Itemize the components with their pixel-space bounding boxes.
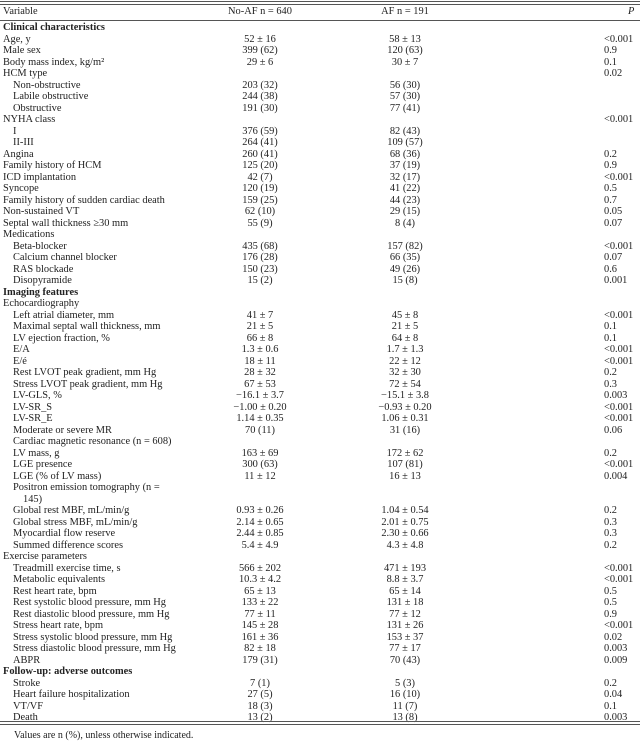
p-value: <0.001 <box>604 413 634 424</box>
af-value: 56 (30) <box>389 79 421 91</box>
table-row <box>0 103 640 115</box>
no-af-value: 260 (41) <box>242 148 278 160</box>
no-af-value: 163 ± 69 <box>241 447 279 459</box>
no-af-value: 2.14 ± 0.65 <box>236 516 284 528</box>
variable-label: Age, y <box>3 33 31 45</box>
no-af-value: 1.3 ± 0.6 <box>241 344 279 355</box>
af-value: 22 ± 12 <box>389 355 421 367</box>
variable-label: Treadmill exercise time, s <box>13 562 121 574</box>
p-value: 0.1 <box>604 321 617 332</box>
af-value: 8.8 ± 3.7 <box>386 574 424 585</box>
table-row <box>0 655 640 667</box>
no-af-value: 191 (30) <box>242 102 278 114</box>
table-row <box>0 68 640 80</box>
table-row <box>0 321 640 333</box>
table-row <box>0 540 640 552</box>
table-row <box>0 264 640 276</box>
af-value: 4.3 ± 4.8 <box>386 539 424 551</box>
variable-label: Rest diastolic blood pressure, mm Hg <box>13 608 170 620</box>
header-rule <box>0 20 640 21</box>
no-af-value: 15 (2) <box>247 275 273 286</box>
no-af-value: 435 (68) <box>242 240 278 252</box>
table-row <box>0 172 640 184</box>
table-row <box>0 137 640 149</box>
p-value: 0.5 <box>604 597 617 608</box>
p-value: 0.2 <box>604 539 617 551</box>
table-row <box>0 57 640 69</box>
p-value: 0.9 <box>604 608 617 620</box>
table-row <box>0 413 640 425</box>
no-af-value: 29 ± 6 <box>246 56 274 68</box>
table-row <box>0 275 640 287</box>
table-row <box>0 620 640 632</box>
af-value: 82 (43) <box>389 125 421 137</box>
variable-label: Death <box>13 712 38 723</box>
variable-label: Beta-blocker <box>13 240 67 252</box>
table-top-rule <box>0 1 640 5</box>
af-value: 120 (63) <box>387 45 423 56</box>
p-value: 0.1 <box>604 56 617 68</box>
af-value: 1.7 ± 1.3 <box>386 344 424 355</box>
no-af-value: 67 ± 53 <box>244 378 276 390</box>
table-header <box>0 6 640 18</box>
variable-label: Angina <box>3 148 34 160</box>
p-value: 0.003 <box>604 643 628 654</box>
table-row <box>0 643 640 655</box>
p-value: 0.003 <box>604 712 628 723</box>
table-row <box>0 459 640 471</box>
p-value: 0.04 <box>604 689 623 700</box>
af-value: 2.30 ± 0.66 <box>381 528 429 539</box>
header-no-af: No-AF n = 640 <box>228 6 292 17</box>
table-row <box>0 126 640 138</box>
no-af-value: −1.00 ± 0.20 <box>233 401 287 413</box>
variable-label: Summed difference scores <box>13 539 124 551</box>
table-row <box>0 632 640 644</box>
p-value: 0.2 <box>604 677 617 689</box>
p-value: 0.02 <box>604 631 623 643</box>
af-value: 49 (26) <box>389 263 421 275</box>
af-value: 109 (57) <box>387 137 423 148</box>
variable-label: Stress diastolic blood pressure, mm Hg <box>13 643 176 654</box>
table-row <box>0 505 640 517</box>
no-af-value: 133 ± 22 <box>241 597 279 608</box>
variable-label: LV-SR_E <box>13 413 53 424</box>
variable-label: Labile obstructive <box>13 91 89 102</box>
variable-label: Stress LVOT peak gradient, mm Hg <box>13 378 163 390</box>
variable-label: Septal wall thickness ≥30 mm <box>3 217 129 229</box>
af-value: 1.04 ± 0.54 <box>381 505 429 516</box>
variable-label: LGE presence <box>13 459 73 470</box>
p-value: 0.2 <box>604 505 617 516</box>
p-value: 0.5 <box>604 585 617 597</box>
variable-label: ABPR <box>13 654 41 666</box>
af-value: 16 ± 13 <box>389 470 421 482</box>
no-af-value: 18 (3) <box>247 700 273 712</box>
variable-label: LV ejection fraction, % <box>13 332 110 344</box>
af-value: 172 ± 62 <box>386 447 424 459</box>
variable-label: Moderate or severe MR <box>13 424 112 436</box>
af-value: 41 (22) <box>389 183 421 194</box>
af-value: 471 ± 193 <box>383 562 427 574</box>
no-af-value: 5.4 ± 4.9 <box>241 539 279 551</box>
af-value: −15.1 ± 3.8 <box>381 390 429 401</box>
no-af-value: 65 ± 13 <box>244 585 276 597</box>
af-value: 44 (23) <box>389 194 421 206</box>
p-value: <0.001 <box>604 240 634 252</box>
af-value: 1.06 ± 0.31 <box>381 413 429 424</box>
variable-label: II-III <box>13 137 34 148</box>
af-value: 37 (19) <box>389 160 421 171</box>
table-row <box>0 206 640 218</box>
p-value: 0.2 <box>604 447 617 459</box>
table-row <box>0 528 640 540</box>
variable-label: Myocardial flow reserve <box>13 528 116 539</box>
table-row <box>0 517 640 529</box>
table-row <box>0 597 640 609</box>
table-row <box>0 471 640 483</box>
af-value: 64 ± 8 <box>391 332 419 344</box>
no-af-value: 7 (1) <box>250 677 270 689</box>
af-value: 13 (8) <box>392 712 418 723</box>
p-value: <0.001 <box>604 562 634 574</box>
p-value: <0.001 <box>604 459 634 470</box>
variable-label: Maximal septal wall thickness, mm <box>13 321 161 332</box>
p-value: 0.003 <box>604 390 628 401</box>
variable-label: Medications <box>3 229 55 240</box>
table-row <box>0 563 640 575</box>
variable-label: Syncope <box>3 183 39 194</box>
header-p: P <box>628 6 635 17</box>
af-value: 157 (82) <box>387 240 423 252</box>
no-af-value: 120 (19) <box>242 183 278 194</box>
no-af-value: 264 (41) <box>242 137 278 148</box>
table-row <box>0 195 640 207</box>
table-row <box>0 678 640 690</box>
table-row <box>0 574 640 586</box>
no-af-value: 244 (38) <box>242 91 278 102</box>
table-row <box>0 379 640 391</box>
variable-label: Calcium channel blocker <box>13 252 117 263</box>
section-heading-row <box>0 287 640 299</box>
no-af-value: 52 ± 16 <box>244 33 276 45</box>
no-af-value: 150 (23) <box>242 263 278 275</box>
af-value: 131 ± 18 <box>386 597 424 608</box>
p-value: <0.001 <box>604 309 634 321</box>
no-af-value: 1.14 ± 0.35 <box>236 413 284 424</box>
af-value: 66 (35) <box>389 252 421 263</box>
no-af-value: 27 (5) <box>247 689 273 700</box>
p-value: 0.9 <box>604 45 617 56</box>
no-af-value: 179 (31) <box>242 654 278 666</box>
table-row <box>0 436 640 448</box>
variable-label: Heart failure hospitalization <box>13 689 130 700</box>
variable-label: Positron emission tomography (n = <box>13 482 160 493</box>
table-row <box>0 356 640 368</box>
variable-label: Global stress MBF, mL/min/g <box>13 516 138 528</box>
af-value: 153 ± 37 <box>386 631 424 643</box>
variable-label: Metabolic equivalents <box>13 574 106 585</box>
p-value: <0.001 <box>604 114 634 125</box>
no-af-value: 2.44 ± 0.85 <box>236 528 284 539</box>
p-value: 0.9 <box>604 160 617 171</box>
p-value: 0.001 <box>604 275 628 286</box>
variable-label: LV-GLS, % <box>13 390 62 401</box>
section-heading: Clinical characteristics <box>3 22 105 33</box>
table-row <box>0 344 640 356</box>
no-af-value: 77 ± 11 <box>244 608 276 620</box>
af-value: 131 ± 26 <box>386 620 424 631</box>
variable-label: Echocardiography <box>3 298 80 309</box>
variable-label: Family history of HCM <box>3 160 102 171</box>
p-value: 0.004 <box>604 470 628 482</box>
p-value: 0.2 <box>604 367 617 378</box>
no-af-value: 62 (10) <box>244 206 276 217</box>
header-variable: Variable <box>3 6 38 17</box>
variable-label: LV-SR_S <box>13 401 53 413</box>
af-value: 65 ± 14 <box>389 585 421 597</box>
p-value: 0.2 <box>604 148 617 160</box>
af-value: 45 ± 8 <box>391 309 419 321</box>
section-heading: Imaging features <box>3 286 79 298</box>
p-value: 0.07 <box>604 252 623 263</box>
table-row <box>0 160 640 172</box>
no-af-value: 145 ± 28 <box>241 620 279 631</box>
p-value: 0.3 <box>604 528 617 539</box>
p-value: <0.001 <box>604 401 634 413</box>
p-value: 0.3 <box>604 378 617 390</box>
table-row <box>0 149 640 161</box>
af-value: 31 (16) <box>389 424 421 436</box>
variable-label: Non-obstructive <box>13 79 81 91</box>
af-value: 58 ± 13 <box>389 33 421 45</box>
af-value: 107 (81) <box>387 459 423 470</box>
af-value: 77 ± 17 <box>389 643 421 654</box>
af-value: 29 (15) <box>389 206 421 217</box>
variable-label: Family history of sudden cardiac death <box>3 194 165 206</box>
variable-label: NYHA class <box>3 114 56 125</box>
table-footnote: Values are n (%), unless otherwise indicated. <box>14 730 194 741</box>
p-value: <0.001 <box>604 574 634 585</box>
table-bottom-rule <box>0 721 640 725</box>
table-row <box>0 298 640 310</box>
no-af-value: −16.1 ± 3.7 <box>236 390 284 401</box>
p-value: 0.6 <box>604 263 617 275</box>
variable-label: Cardiac magnetic resonance (n = 608) <box>13 436 172 447</box>
no-af-value: 18 ± 11 <box>244 355 276 367</box>
no-af-value: 125 (20) <box>242 160 278 171</box>
variable-label: Disopyramide <box>13 275 72 286</box>
af-value: −0.93 ± 0.20 <box>378 401 432 413</box>
p-value: 0.3 <box>604 516 617 528</box>
af-value: 16 (10) <box>389 689 421 700</box>
table-row <box>0 609 640 621</box>
p-value: 0.06 <box>604 424 623 436</box>
p-value: <0.001 <box>604 620 634 631</box>
variable-label: Left atrial diameter, mm <box>13 309 115 321</box>
af-value: 57 (30) <box>389 91 421 102</box>
p-value: 0.07 <box>604 217 623 229</box>
variable-label: Rest heart rate, bpm <box>13 585 97 597</box>
af-value: 32 (17) <box>389 171 421 183</box>
variable-label: Male sex <box>3 45 41 56</box>
no-af-value: 42 (7) <box>247 171 273 183</box>
af-value: 2.01 ± 0.75 <box>381 516 429 528</box>
no-af-value: 399 (62) <box>242 45 278 56</box>
no-af-value: 13 (2) <box>247 712 273 723</box>
variable-label: E/A <box>13 344 30 355</box>
table-row <box>0 390 640 402</box>
no-af-value: 11 ± 12 <box>244 470 276 482</box>
no-af-value: 566 ± 202 <box>238 562 282 574</box>
af-value: 8 (4) <box>395 217 415 229</box>
no-af-value: 161 ± 36 <box>241 631 279 643</box>
no-af-value: 176 (28) <box>242 252 278 263</box>
no-af-value: 28 ± 32 <box>244 367 276 378</box>
header-af: AF n = 191 <box>381 6 429 17</box>
variable-label: HCM type <box>3 68 48 79</box>
no-af-value: 66 ± 8 <box>246 332 274 344</box>
table-row <box>0 367 640 379</box>
table-row <box>0 310 640 322</box>
table-row <box>0 91 640 103</box>
variable-label: 145) <box>23 493 43 505</box>
no-af-value: 0.93 ± 0.26 <box>236 505 284 516</box>
no-af-value: 70 (11) <box>245 424 275 436</box>
p-value: <0.001 <box>604 171 634 183</box>
no-af-value: 10.3 ± 4.2 <box>238 574 282 585</box>
variable-label: Exercise parameters <box>3 551 87 562</box>
table-row <box>0 114 640 126</box>
section-heading-row <box>0 22 640 34</box>
table-row <box>0 402 640 414</box>
no-af-value: 300 (63) <box>242 459 278 470</box>
variable-label: LV mass, g <box>13 447 60 459</box>
af-value: 30 ± 7 <box>391 56 419 68</box>
af-value: 11 (7) <box>392 700 418 712</box>
p-value: 0.02 <box>604 68 623 79</box>
table-row <box>0 701 640 713</box>
variable-label: I <box>13 125 17 137</box>
no-af-value: 41 ± 7 <box>246 309 274 321</box>
af-value: 32 ± 30 <box>389 367 421 378</box>
table-row <box>0 229 640 241</box>
no-af-value: 82 ± 18 <box>244 643 276 654</box>
variable-label: Non-sustained VT <box>3 206 80 217</box>
table-row <box>0 252 640 264</box>
p-value: 0.7 <box>604 194 617 206</box>
af-value: 77 ± 12 <box>389 608 421 620</box>
table-row <box>0 494 640 506</box>
section-heading: Follow-up: adverse outcomes <box>3 666 133 677</box>
table-row <box>0 333 640 345</box>
table-row <box>0 80 640 92</box>
variable-label: Stress heart rate, bpm <box>13 620 104 631</box>
af-value: 5 (3) <box>395 677 415 689</box>
af-value: 77 (41) <box>389 102 421 114</box>
no-af-value: 376 (59) <box>242 125 278 137</box>
p-value: <0.001 <box>604 344 634 355</box>
af-value: 72 ± 54 <box>389 378 421 390</box>
variable-label: Rest systolic blood pressure, mm Hg <box>13 597 166 608</box>
table-row <box>0 34 640 46</box>
table-row <box>0 586 640 598</box>
p-value: 0.5 <box>604 183 617 194</box>
table-row <box>0 689 640 701</box>
p-value: <0.001 <box>604 33 634 45</box>
af-value: 15 (8) <box>392 275 418 286</box>
variable-label: RAS blockade <box>13 263 74 275</box>
section-heading-row <box>0 666 640 678</box>
table-row <box>0 425 640 437</box>
variable-label: Global rest MBF, mL/min/g <box>13 505 130 516</box>
table-row <box>0 448 640 460</box>
variable-label: Stress systolic blood pressure, mm Hg <box>13 631 173 643</box>
af-value: 70 (43) <box>389 654 421 666</box>
table-row <box>0 551 640 563</box>
p-value: 0.1 <box>604 700 617 712</box>
p-value: 0.009 <box>604 654 628 666</box>
table-row <box>0 241 640 253</box>
variable-label: Obstructive <box>13 102 62 114</box>
variable-label: ICD implantation <box>3 171 77 183</box>
table-row <box>0 218 640 230</box>
variable-label: VT/VF <box>13 700 44 712</box>
table-row <box>0 482 640 494</box>
variable-label: Body mass index, kg/m² <box>3 56 105 68</box>
af-value: 21 ± 5 <box>391 321 419 332</box>
variable-label: Rest LVOT peak gradient, mm Hg <box>13 367 157 378</box>
p-value: 0.05 <box>604 206 623 217</box>
variable-label: E/é <box>13 355 27 367</box>
no-af-value: 159 (25) <box>242 194 278 206</box>
no-af-value: 55 (9) <box>247 217 273 229</box>
variable-label: LGE (% of LV mass) <box>13 470 102 482</box>
no-af-value: 203 (32) <box>242 79 278 91</box>
table-row <box>0 183 640 195</box>
p-value: <0.001 <box>604 355 634 367</box>
p-value: 0.1 <box>604 332 617 344</box>
table-row <box>0 45 640 57</box>
variable-label: Stroke <box>13 677 41 689</box>
af-value: 68 (36) <box>389 148 421 160</box>
no-af-value: 21 ± 5 <box>246 321 274 332</box>
